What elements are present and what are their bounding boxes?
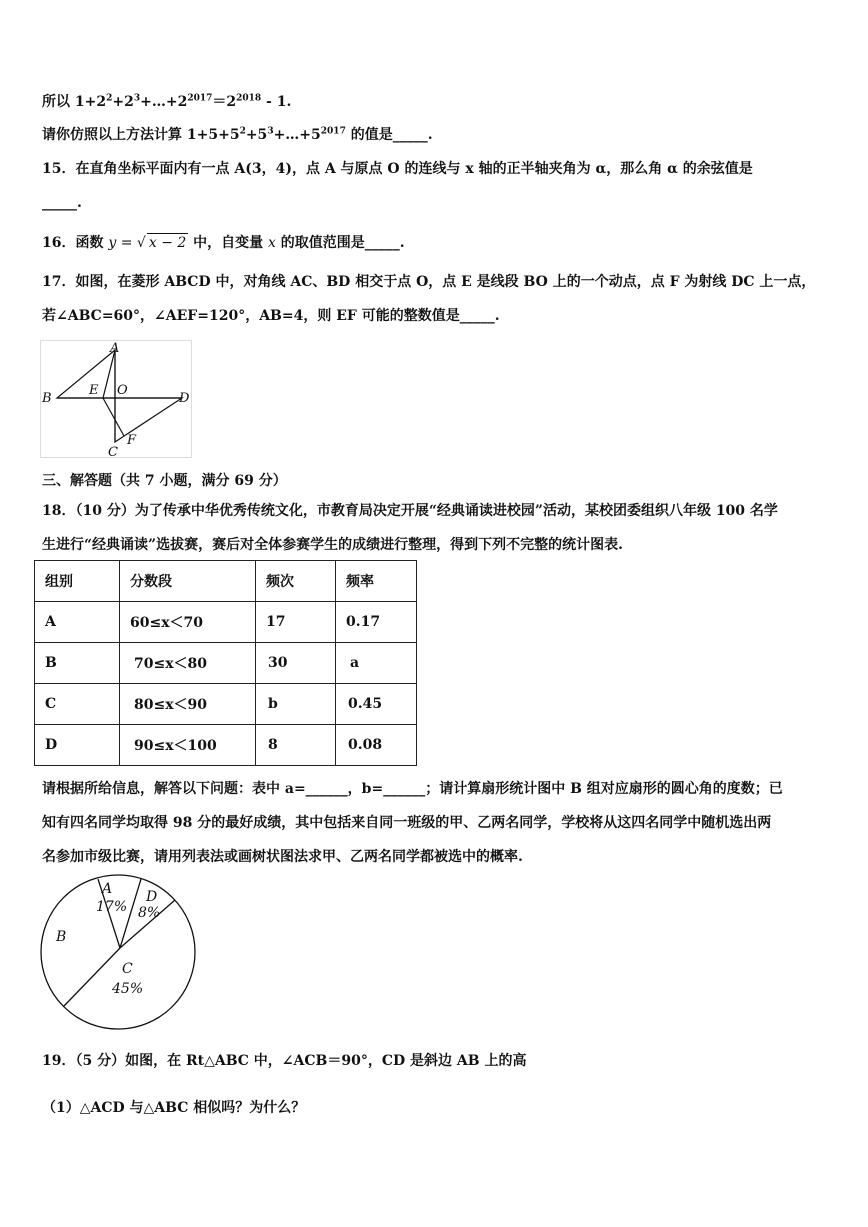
rhombus-figure (40, 340, 192, 458)
table-header-cell: 频率 (336, 561, 417, 602)
table-cell: 0.08 (336, 725, 417, 766)
question-17-line2: 若∠ABC=60°，∠AEF=120°，AB=4，则 EF 可能的整数值是_____. (42, 308, 500, 324)
table-cell: 30 (256, 643, 336, 684)
label-o: O (117, 383, 128, 398)
question-18-line1: 18．（10 分）为了传承中华优秀传统文化，市教育局决定开展“经典诵读进校园”活动，某校团委组织八年级 100 名学 (42, 503, 778, 519)
table-cell: 8 (256, 725, 336, 766)
line-sum-powers-of-5: 请你仿照以上方法计算 $1+5+5^2+5^3+\dots+5^{2017}$ 的值是_____. (42, 126, 433, 143)
table-cell: 0.45 (336, 684, 417, 725)
segment-ef (103, 398, 124, 436)
pie-label-d-percent: 8% (138, 905, 161, 921)
label-b: B (42, 391, 52, 406)
question-18-line3: 请根据所给信息，解答以下问题：表中 a=______，b=______；请计算扇形统计图中 B 组对应扇形的圆心角的度数；已 (42, 781, 783, 797)
pie-label-a: A (102, 881, 113, 897)
pie-label-c-percent: 45% (112, 981, 144, 997)
label-d: D (179, 391, 190, 406)
question-17-line1: 17．如图，在菱形 ABCD 中，对角线 AC、BD 相交于点 O，点 E 是线段 BO 上的一个动点，点 F 为射线 DC 上一点， (42, 274, 816, 290)
question-18-line4: 知有四名同学均取得 98 分的最好成绩，其中包括来自同一班级的甲、乙两名同学，学校将从这四名同学中随机选出两 (42, 815, 772, 831)
table-cell: 0.17 (336, 602, 417, 643)
table-header-cell: 频次 (256, 561, 336, 602)
table-row (35, 725, 417, 766)
table-cell: A (35, 602, 120, 643)
table-cell: 90≤x＜100 (120, 725, 256, 766)
line-sum-powers-of-2: 所以 $1+2^2+2^3+\dots+2^{2017}=2^{2018} - 1$. (42, 93, 292, 110)
question-16: 16．函数 y = √ x − 2 中，自变量 x 的取值范围是_____. (42, 235, 405, 251)
pie-label-a-percent: 17% (96, 899, 128, 915)
table-cell: 70≤x＜80 (120, 643, 256, 684)
question-18-line5: 名参加市级比赛，请用列表法或画树状图法求甲、乙两名同学都被选中的概率. (42, 849, 523, 865)
table-cell: D (35, 725, 120, 766)
question-18-line2: 生进行“经典诵读”选拔赛，赛后对全体参赛学生的成绩进行整理，得到下列不完整的统计图表. (42, 537, 623, 553)
label-c: C (108, 445, 118, 458)
segment-ae (103, 350, 115, 398)
frequency-table (34, 560, 417, 766)
pie-divider-c-b (64, 948, 120, 1006)
table-header-row (35, 561, 417, 602)
pie-chart (38, 872, 198, 1032)
pie-label-d: D (146, 889, 158, 905)
table-header-cell: 分数段 (120, 561, 256, 602)
pie-label-c: C (122, 961, 133, 977)
question-15: 15．在直角坐标平面内有一点 A(3，4)，点 A 与原点 O 的连线与 x 轴的正半轴夹角为 α，那么角 α 的余弦值是 (42, 161, 753, 177)
question-19-part-1: （1）△ACD 与△ABC 相似吗？为什么？ (42, 1100, 306, 1116)
table-row (35, 684, 417, 725)
table-header-cell: 组别 (35, 561, 120, 602)
label-f: F (127, 433, 137, 448)
table-cell: b (256, 684, 336, 725)
table-row (35, 602, 417, 643)
table-cell: 60≤x＜70 (120, 602, 256, 643)
table-cell: 17 (256, 602, 336, 643)
table-cell: 80≤x＜90 (120, 684, 256, 725)
section-3-title: 三、解答题（共 7 小题，满分 69 分） (42, 473, 287, 489)
pie-label-b: B (56, 929, 67, 945)
table-cell: C (35, 684, 120, 725)
table-cell: B (35, 643, 120, 684)
question-15-blank: _____. (42, 195, 82, 211)
table-cell: a (336, 643, 417, 684)
label-a: A (110, 341, 120, 356)
question-19: 19．（5 分）如图，在 Rt△ABC 中，∠ACB＝90°，CD 是斜边 AB 上的高 (42, 1053, 527, 1069)
table-row (35, 643, 417, 684)
label-e: E (89, 383, 99, 398)
